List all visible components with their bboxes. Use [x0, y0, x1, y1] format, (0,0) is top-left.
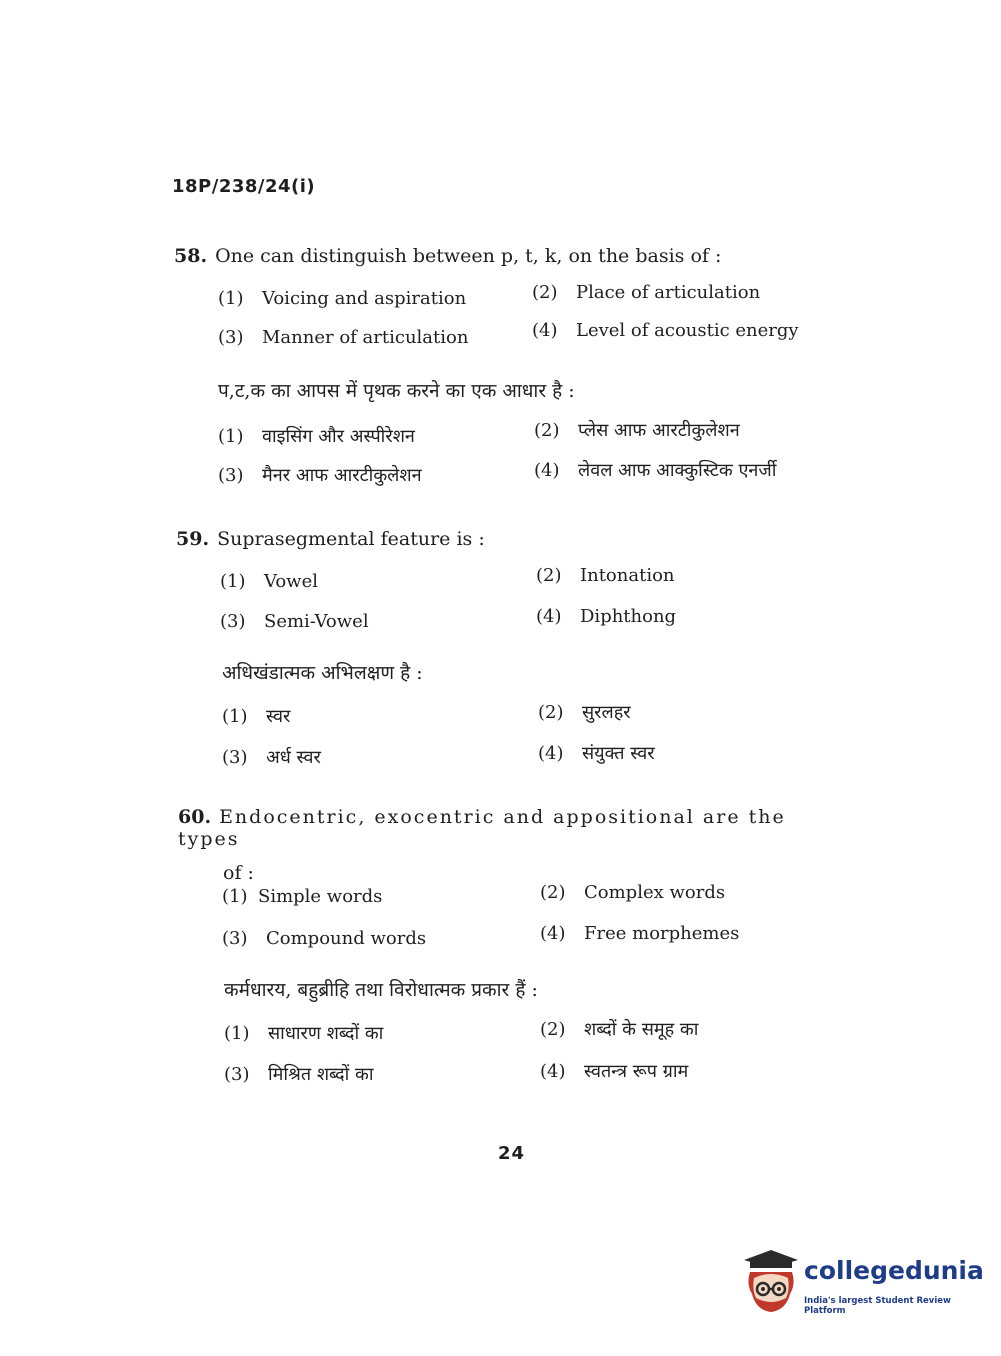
q59-hindi-option-2: (2) सुरलहर [538, 702, 631, 723]
q58-option-3: (3) Manner of articulation [218, 327, 469, 348]
question-text: One can distinguish between p, t, k, on the basis of : [215, 245, 722, 267]
question-60-stem [178, 806, 848, 884]
q60-option-4: (4) Free morphemes [540, 923, 740, 944]
q58-option-1: (1) Voicing and aspiration [218, 288, 467, 309]
q60-option-3: (3) Compound words [222, 928, 427, 949]
page-number: 24 [498, 1143, 526, 1164]
q59-option-3: (3) Semi-Vowel [220, 611, 369, 632]
q59-hindi-stem: अधिखंडात्मक अभिलक्षण है : [222, 662, 423, 684]
q58-hindi-option-2: (2) प्लेस आफ आरटीकुलेशन [534, 420, 740, 441]
q59-hindi-option-4: (4) संयुक्त स्वर [538, 743, 655, 764]
q59-option-1: (1) Vowel [220, 571, 318, 592]
q59-option-4: (4) Diphthong [536, 606, 677, 627]
q58-option-4: (4) Level of acoustic energy [532, 320, 799, 341]
q58-hindi-option-3: (3) मैनर आफ आरटीकुलेशन [218, 465, 422, 486]
question-text-continued: of : [223, 862, 254, 884]
question-58-stem [174, 245, 721, 267]
q60-hindi-stem: कर्मधारय, बहुब्रीहि तथा विरोधात्मक प्रकार हैं : [224, 979, 538, 1001]
q60-hindi-option-4: (4) स्वतन्त्र रूप ग्राम [540, 1061, 689, 1082]
q60-hindi-option-3: (3) मिश्रित शब्दों का [224, 1064, 374, 1085]
brand-name: collegedunia [804, 1256, 984, 1285]
question-59-stem [176, 528, 485, 550]
mascot-logo-icon [742, 1250, 800, 1316]
question-number: 60. [178, 806, 212, 828]
q60-hindi-option-2: (2) शब्दों के समूह का [540, 1019, 699, 1040]
q58-hindi-option-4: (4) लेवल आफ आक्कुस्टिक एनर्जी [534, 460, 777, 481]
question-text: Endocentric, exocentric and appositional are the types [178, 806, 786, 850]
q60-option-2: (2) Complex words [540, 882, 726, 903]
q59-hindi-option-3: (3) अर्ध स्वर [222, 747, 321, 768]
question-number: 59. [176, 528, 210, 550]
brand-tagline: India's largest Student Review Platform [804, 1296, 951, 1316]
q58-option-2: (2) Place of articulation [532, 282, 761, 303]
collegedunia-watermark [742, 1250, 984, 1320]
question-number: 58. [174, 245, 208, 267]
q58-hindi-option-1: (1) वाइसिंग और अस्पीरेशन [218, 426, 415, 447]
question-text: Suprasegmental feature is : [217, 528, 485, 550]
q59-hindi-option-1: (1) स्वर [222, 706, 291, 727]
q60-hindi-option-1: (1) साधारण शब्दों का [224, 1023, 384, 1044]
q59-option-2: (2) Intonation [536, 565, 675, 586]
paper-code: 18P/238/24(i) [172, 176, 316, 197]
q58-hindi-stem: प,ट,क का आपस में पृथक करने का एक आधार है : [218, 380, 575, 402]
q60-option-1: (1) Simple words [222, 886, 383, 907]
